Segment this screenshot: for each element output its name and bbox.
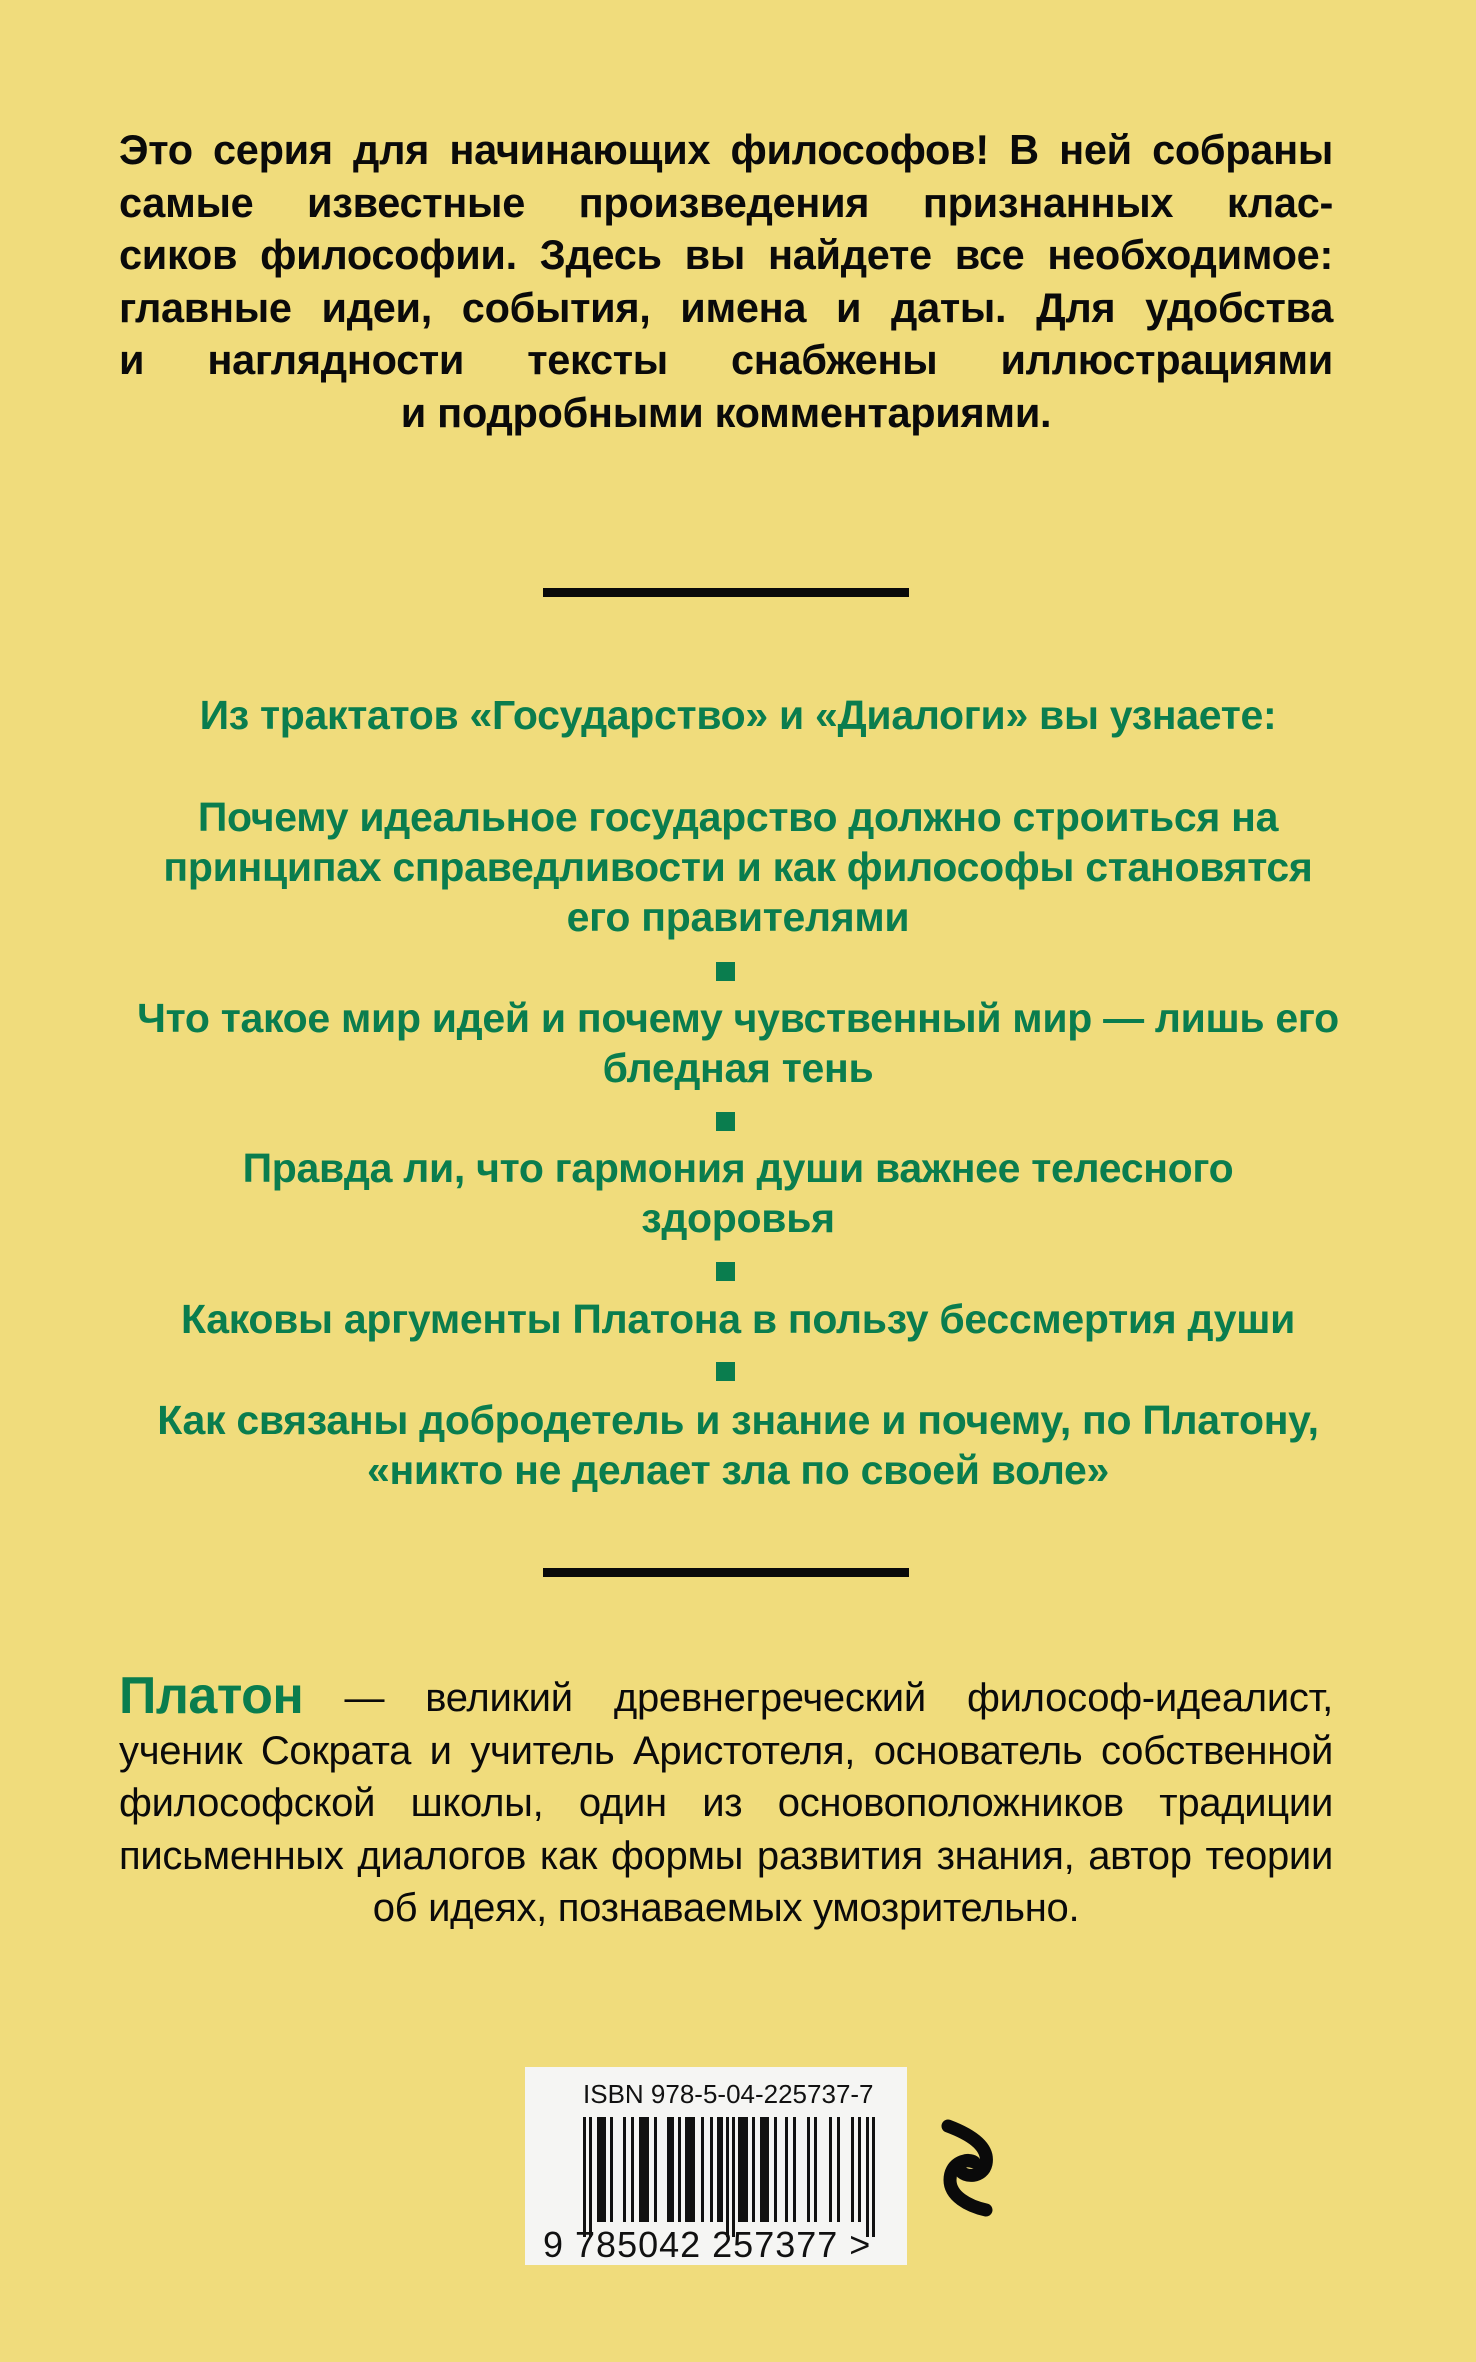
learn-item-line: здоровья bbox=[641, 1195, 835, 1241]
divider-bottom bbox=[543, 1568, 909, 1577]
eksmo-logo-icon bbox=[934, 2118, 1006, 2218]
intro-line: Это серия для начинающих философов! В ней собраны bbox=[119, 126, 1333, 173]
author-name: Платон bbox=[119, 1667, 304, 1725]
barcode-icon bbox=[583, 2117, 883, 2237]
author-bio-line: философской школы, один из основоположников традиции bbox=[119, 1781, 1333, 1825]
learn-item-line: Как связаны добродетель и знание и почему, по Платону, bbox=[157, 1397, 1319, 1443]
learn-item bbox=[100, 1143, 1376, 1243]
author-bio-text: — великий древнегреческий философ-идеалист, bbox=[344, 1676, 1333, 1720]
learn-heading: Из трактатов «Государство» и «Диалоги» вы узнаете: bbox=[199, 692, 1277, 738]
intro-line: сиков философии. Здесь вы найдете все необходимое: bbox=[119, 231, 1333, 278]
author-bio-line bbox=[119, 1667, 1333, 1725]
square-bullet-icon bbox=[716, 962, 735, 981]
learn-item-line: «никто не делает зла по своей воле» bbox=[366, 1447, 1110, 1493]
learn-item-line: Почему идеальное государство должно строиться на bbox=[197, 794, 1279, 840]
intro-line: и подробными комментариями. bbox=[400, 388, 1052, 436]
divider-top bbox=[543, 588, 909, 597]
author-bio-line: об идеях, познаваемых умозрительно. bbox=[372, 1886, 1080, 1930]
square-bullet-icon bbox=[716, 1362, 735, 1381]
learn-item bbox=[100, 1294, 1376, 1344]
square-bullet-icon bbox=[716, 1262, 735, 1281]
learn-item-line: бледная тень bbox=[602, 1045, 874, 1091]
author-bio-line: ученик Сократа и учитель Аристотеля, основатель собственной bbox=[119, 1728, 1333, 1773]
author-bio-line: письменных диалогов как формы развития знания, автор теории bbox=[119, 1833, 1333, 1878]
learn-item-line: Каковы аргументы Платона в пользу бессмертия души bbox=[180, 1296, 1295, 1342]
learn-item-line: Что такое мир идей и почему чувственный мир — лишь его bbox=[137, 995, 1339, 1041]
learn-item bbox=[100, 993, 1376, 1093]
learn-item bbox=[100, 792, 1376, 942]
isbn-label: ISBN 978-5-04-225737-7 bbox=[583, 2079, 874, 2109]
learn-item-line: принципах справедливости и как философы становятся bbox=[163, 844, 1313, 890]
intro-line: и наглядности тексты снабжены иллюстрациями bbox=[119, 336, 1333, 383]
barcode-digits: 9 785042 257377 > bbox=[543, 2224, 872, 2265]
author-bio bbox=[119, 1667, 1333, 1935]
isbn-barcode-box bbox=[525, 2067, 907, 2265]
learn-item bbox=[100, 1395, 1376, 1495]
learn-item-line: его правителями bbox=[566, 894, 910, 940]
intro-line: главные идеи, события, имена и даты. Для удобства bbox=[119, 283, 1333, 331]
series-description bbox=[119, 124, 1333, 439]
intro-line: самые известные произведения признанных клас- bbox=[119, 178, 1333, 226]
learn-item-line: Правда ли, что гармония души важнее телесного bbox=[242, 1145, 1234, 1191]
square-bullet-icon bbox=[716, 1112, 735, 1131]
